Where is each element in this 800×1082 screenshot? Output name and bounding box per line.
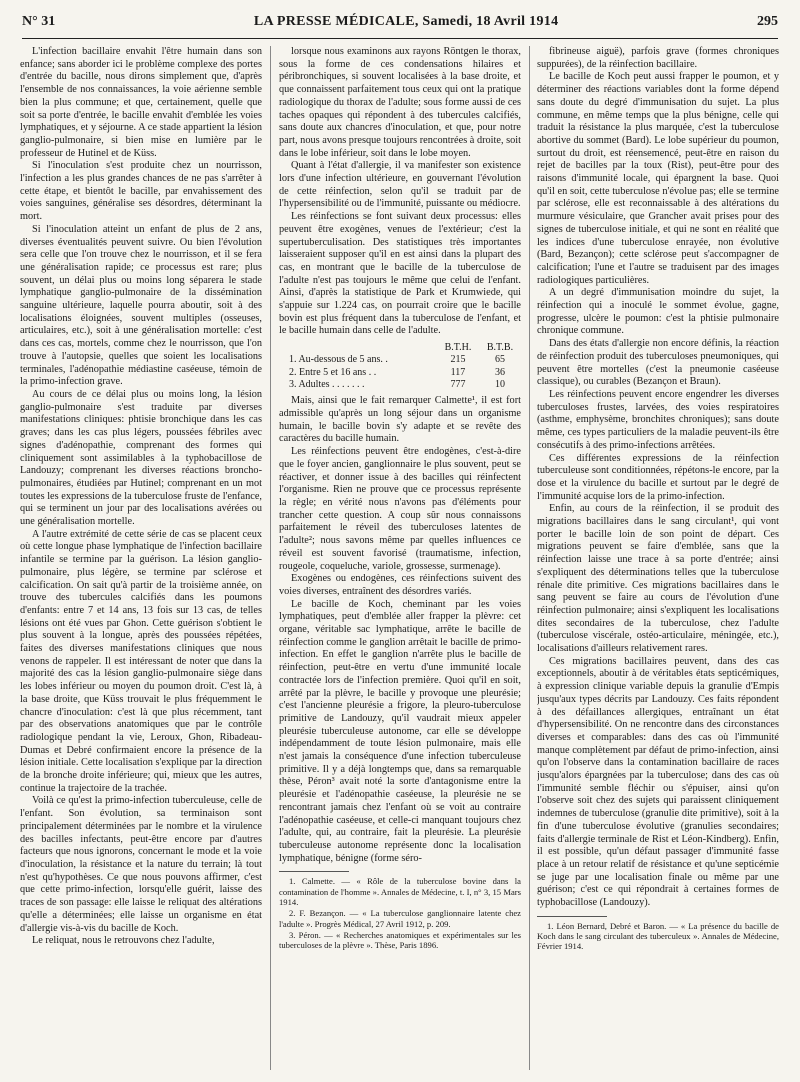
footnote: 1. Calmette. — « Rôle de la tuberculose bovine dans la contamination de l'homme ». Annales de Médecine, t. I, n° 3, 15 Mars 1914. xyxy=(279,876,521,907)
table-row xyxy=(279,354,521,366)
paragraph: Les réinfections peuvent encore engendrer les diverses tuberculoses frustes, larvées, des voies respiratoires (asthme, emphysème, bronchites chroniques); sans doute même, ces types particuliers de la maladie peuvent-ils être consécutifs à des primo-infections arrêtées. xyxy=(537,388,779,451)
paragraph: fibrineuse aiguë), parfois grave (formes chroniques suppurées), de la réinfection bacillaire. xyxy=(537,46,779,70)
paragraph: Ces différentes expressions de la réinfection tuberculeuse sont conditionnées, répétons-le encore, par la dose et la virulence du bacille et surtout par le degré de l'immunité acquise lors de la primo-infection. xyxy=(537,452,779,502)
paragraph: Exogènes ou endogènes, ces réinfections suivent des voies diverses, entraînent des désordres variés. xyxy=(279,573,521,597)
footnote: 2. F. Bezançon. — « La tuberculose ganglionnaire latente chez l'adulte ». Progrès Médical, 27 Avril 1912, p. 209. xyxy=(279,908,521,929)
column-left xyxy=(20,46,262,1072)
paragraph: Mais, ainsi que le fait remarquer Calmette¹, il est fort admissible qu'après un long séjour dans un organisme humain, le bacille bovin s'y adapte et se revête des caractères du bacille humain. xyxy=(279,395,521,445)
statistics-table xyxy=(279,342,521,391)
table-cell-bth: 117 xyxy=(450,366,466,378)
paragraph: A un degré d'immunisation moindre du sujet, la réinfection qui a inoculé le sommet évolue, gagne, progresse, ulcère le poumon: c'est la phtisie pulmonaire chronique commune. xyxy=(537,287,779,337)
footnote: 3. Péron. — « Recherches anatomiques et expérimentales sur les tuberculoses de la plèvre ». Thèse, Paris 1896. xyxy=(279,929,521,951)
footnote-rule xyxy=(279,871,349,872)
table-cell-label: 2. Entre 5 et 16 ans . . xyxy=(289,366,377,378)
paragraph: Le bacille de Koch peut aussi frapper le poumon, et y déterminer des réactions variables dont la forme dépend sans doute du degré d'immunisation du sujet. La plus commune, en même temps que la plus bénigne, celle qui traduit la résistance la plus marquée, c'est la tuberculose abortive du sommet (Bard). Le lobe supérieur du poumon, surtout du droit, est réensemencé, peut-être en raison du rejet de bacilles par la toux (Rist), peut-être pour des raisons d'immunité locale, qui épargnent la base. Quoi qu'il en soit, cette tuberculose n'évolue pas; elle se termine par sclérose, elle est reconnaissable à des altérations du murmure vésiculaire, que Grancher avait prises pour des signes de tuberculose initiale, et qui ne sont en réalité que les indices d'une tuberculose enrayée, non évolutive (Bard, Bezançon); cette sclérose peut s'accompagner de calcification; l'une et l'autre se traduisent par des images radiologiques particulières. xyxy=(537,71,779,286)
paragraph: Voilà ce qu'est la primo-infection tuberculeuse, celle de l'enfant. Son évolution, sa terminaison sont principalement déterminées par le nombre et la virulence des bacilles infectants, peut-être encore par d'autres facteurs que nous ignorons, concernant le mode et la voie d'inoculation, la résistance et la nature du terrain; là tout n'est qu'hypothèses. Ce que nous pouvons affirmer, c'est que cette primo-infection, lorsqu'elle guérit, laisse des traces de son passage: elle laisse le reliquat des altérations qu'elle a déterminées; elle laisse un organisme en état d'allergie vis-à-vis du bacille de Koch. xyxy=(20,795,262,934)
table-cell-btb: 36 xyxy=(495,366,505,378)
table-cell-btb: 10 xyxy=(495,379,505,391)
table-row xyxy=(279,379,521,391)
footnote: 1. Léon Bernard, Debré et Baron. — « La présence du bacille de Koch dans le sang circulant des tuberculeux ». Annales de Médecine, Février 1914. xyxy=(537,920,779,952)
table-cell-bth: 777 xyxy=(450,379,466,391)
issue-number: N° 31 xyxy=(22,14,56,29)
table-cell-bth: 215 xyxy=(450,354,466,366)
footnotes xyxy=(537,921,779,952)
paragraph: Ces migrations bacillaires peuvent, dans des cas exceptionnels, aboutir à de véritables états septicémiques, à expression clinique variable depuis la granulie d'Empis jusqu'aux types décrits par Landouzy. Ces faits répondent à des défaillances allergiques, entraînant un état d'hypersensibilité. On ne rencontre dans des circonstances diverses et comparables: dans des cas où l'immunité manque complètement par défaut de primo-infection, ainsi qu'on l'observe dans la contamination bacillaire de races jusqu'alors épargnées par la tuberculose; dans des cas où l'immunité semble fléchir ou s'épuiser, ainsi qu'on l'observe soit chez des sujets qui paraissent cliniquement indemnes de tuberculose (granulie dite primitive), soit à la fin d'une tuberculose évolutive (granulies secondaires; faits d'allergie terminale de Rist et Léon-Kindberg). Enfin, il est possible, qu'un défaut passager d'immunité fasse place à un retour relatif de résistance et qu'une septicémie se juge par une localisation finale ou même par une guérison; c'est ce qui répondrait à certaines formes de typhobacillose (Landouzy). xyxy=(537,655,779,909)
table-header-row xyxy=(279,342,521,354)
paragraph: Dans des états d'allergie non encore définis, la réaction de réinfection produit des tuberculoses pneumoniques, qui peuvent être mortelles (c'est la pneumonie caséeuse classique), ou curables (Bezançon et Braun). xyxy=(537,338,779,388)
table-cell-btb: 65 xyxy=(495,354,505,366)
paragraph: Quant à l'état d'allergie, il va manifester son existence lors d'une infection ultérieure, en gouvernant l'évolution de cette réinfection, selon qu'il se traduit par de l'hypersensibilité ou de l'immunité, puissante ou médiocre. xyxy=(279,160,521,210)
paragraph: A l'autre extrémité de cette série de cas se placent ceux où cette longue phase lymphatique de l'infection bacillaire infantile se termine par la guérison. La lésion ganglio-pulmonaire, plus légère, se termine par sclérose et calcification. On sait qu'à partir de la troisième année, on trouve des tubercules calcifiés dans les poumons d'enfants: entre 7 et 14 ans, 13 fois sur 13 cas, de telles lésions ont été vues par Ghon. Cette guérison s'obtient le plus souvent à la longue, après des poussées répétées, faites des diverses manifestations cliniques que nous venons de rappeler. Il est intéressant de noter que dans la majorité des cas la lésion ganglio-pulmonaire siège dans les lobes inférieur ou moyen du poumon droit. C'est là, à la base droite, que Küss trouvait le plus fréquemment le chancre d'inoculation: c'est là que plus récemment, tant par des observations anatomiques que par le contrôle radiologique pendant la vie, Leroux, Ghon, Ribadeau-Dumas et Debré confirmaient encore la présence de la lésion initiale. Cette localisation s'explique par la direction de la bronche droite inférieure; qui, mieux que les autres, continue la trajectoire de la trachée. xyxy=(20,528,262,794)
paragraph: Si l'inoculation s'est produite chez un nourrisson, l'infection a les plus grandes chances de ne pas s'arrêter à cette étape, et bientôt le bacille, par envahissement des voies sanguines, généralise ses désordres, déterminant la mort. xyxy=(20,160,262,223)
paragraph: Les réinfections peuvent être endogènes, c'est-à-dire que le foyer ancien, ganglionnaire le plus souvent, peut se réactiver, et donner issue à des bacilles qui réinfectent l'organisme. Rien ne prouve que ce processus représente la règle; en vérité nous n'avons pas d'éléments pour trancher cette question. A coup sûr nous connaissons parfaitement le réveil des tuberculoses latentes de l'adulte²; nous savons même par quelles influences ce réveil est souvent favorisé (traumatisme, infection, rougeole, coqueluche, variole, grossesse, surmenage). xyxy=(279,446,521,572)
paragraph: L'infection bacillaire envahit l'être humain dans son enfance; sans aborder ici le problème complexe des portes d'entrée du bacille, nous dirons simplement que, d'après l'ensemble de nos connaissances, la voie aérienne semble bien la plus commune; et que, certainement, quelle que soit sa porte d'entrée, le bacille envahit d'emblée les voies lymphatiques, et y séjourne. A ce stade appartient la lésion ganglio-pulmonaire, si bien mise en lumière par le professeur de Hutinel et de Küss. xyxy=(20,46,262,159)
table-header-bth: B.T.H. xyxy=(444,342,472,354)
paragraph: Les réinfections se font suivant deux processus: elles peuvent être exogènes, venues de l'extérieur; c'est la supertuberculisation. Des statistiques très importantes laisseraient supposer qu'il en est ainsi dans la plupart des cas, en montrant que le bacille de la tuberculose de l'adulte n'est pas toujours le même que celui de l'enfant. Ainsi, d'après la statistique de Park et Krumwiede, qui s'appuie sur 1.224 cas, on pourrait croire que le bacille bovin est plus fréquent dans la tuberculose de l'enfant, et le bacille humain dans celle de l'adulte. xyxy=(279,211,521,337)
column-divider xyxy=(529,46,530,1070)
paragraph: Si l'inoculation atteint un enfant de plus de 2 ans, diverses éventualités peuvent suivre. Ou bien l'évolution sera celle que l'on trouve chez le nourrisson, et il se fera une généralisation rapide; ce processus est rare; plus souvent, un délai plus ou moins long séparera le stade lymphatique ganglio-pulmonaire de la dissémination sanguine ultérieure, laquelle pourra aboutir, soit à des localisations éloignées, souvent multiples (osseuses, articulaires, etc.), soit à une généralisation mortelle: c'est dans ces cas, mortels, comme chez le nourrisson, que l'on trouve à l'autopsie, quelles que soient les localisations terminales, l'adénopathie médiastine caséeuse, témoin de la primo-infection grave. xyxy=(20,223,262,388)
table-row xyxy=(279,367,521,379)
table-header-btb: B.T.B. xyxy=(486,342,514,354)
column-middle xyxy=(279,46,521,1072)
column-right xyxy=(537,46,779,1072)
paragraph: lorsque nous examinons aux rayons Röntgen le thorax, sous la forme de ces condensations hilaires et péribronchiques, si souvent localisées à la base droite, et que connaissent parfaitement tous ceux qui ont la pratique radiologique du thorax de l'adulte; sous forme aussi de ces taches opaques qui répondent à des tubercules calcifiés, sans doute aux chancres d'inoculation, et que, pour notre part, nous avons presque toujours rencontrées à droite, soit dans le lobe inférieur, soit dans le lobe moyen. xyxy=(279,46,521,159)
column-divider xyxy=(270,46,271,1070)
footnotes xyxy=(279,876,521,950)
table-cell-label: 1. Au-dessous de 5 ans. . xyxy=(289,354,388,366)
page-header xyxy=(22,14,778,36)
paragraph: Enfin, au cours de la réinfection, il se produit des migrations bacillaires dans le sang circulant¹, qui vont porter le bacille loin de son point de départ. Ces migrations peuvent se faire d'emblée, sans que la réinfection laisse une trace à sa porte d'entrée; ainsi s'expliquent des déterminations telles que la tuberculose rénale dite primitive. Ces migrations bacillaires dans le sang peuvent se faire au cours de l'évolution d'une réinfection pulmonaire; ainsi s'expliquent les localisations dites secondaires de la tuberculose, chez l'adulte (tuberculose viscérale, ostéo-articulaire, méningée, etc.), localisations d'ailleurs relativement rares. xyxy=(537,503,779,655)
table-cell-label: 3. Adultes . . . . . . . xyxy=(289,379,365,391)
paragraph: Au cours de ce délai plus ou moins long, la lésion ganglio-pulmonaire s'est traduite par diverses manifestations cliniques: phtisie bronchique dans les cas graves; dans les cas plus légers, poussées fébriles avec signes d'adénopathie, comprenant des formes qui cliniquement sont assimilables à la typhobacillose de Landouzy; comprenant les diverses réactions broncho-pulmonaires, étudiées par Hutinel; comprenant en un mot toutes les expressions de la tuberculose fruste de l'enfance, qui se terminent un jour par des localisations avérées ou une généralisation mortelle. xyxy=(20,388,262,528)
masthead-title: LA PRESSE MÉDICALE, Samedi, 18 Avril 1914 xyxy=(253,14,559,29)
header-rule xyxy=(22,38,778,39)
footnote-rule xyxy=(537,916,607,917)
page-number: 295 xyxy=(757,14,778,29)
paragraph: Le reliquat, nous le retrouvons chez l'adulte, xyxy=(32,935,215,947)
paragraph: Le bacille de Koch, cheminant par les voies lymphatiques, peut d'emblée aller frapper la plèvre: cet organe, véritable sac lymphatique, arrête le bacille de réinfection comme le ganglion arrêtait le bacille de primo-infection. En effet le ganglion n'arrête plus le bacille de réinfection, peut-être en vertu d'une immunité locale contractée lors de l'infection première. Quoi qu'il en soit, arrêté par la plèvre, le bacille y provoque une pleurésie; c'est l'ancienne pleurésie a frigore, la pleuro-tuberculose primitive de Landouzy, qu'il vaudrait mieux appeler pleurésie tuberculeuse autonome, car elle se développe indépendamment de toute lésion pulmonaire, mais elle n'est jamais la conséquence d'une infection tuberculeuse primitive. Il y a déjà longtemps que, dans sa remarquable thèse, Péron³ avait noté la sorte d'antagonisme entre la pleurésie et l'adénopathie caséeuse, la pleurésie ne se rencontrant jamais chez l'enfant où se voit au contraire l'adénopathie caséeuse, et celle-ci manquant toujours chez l'adulte, qui, au contraire, fait la pleurésie. La pleurésie tuberculeuse autonome représente donc la localisation lymphatique, bénigne (forme séro- xyxy=(279,598,521,864)
